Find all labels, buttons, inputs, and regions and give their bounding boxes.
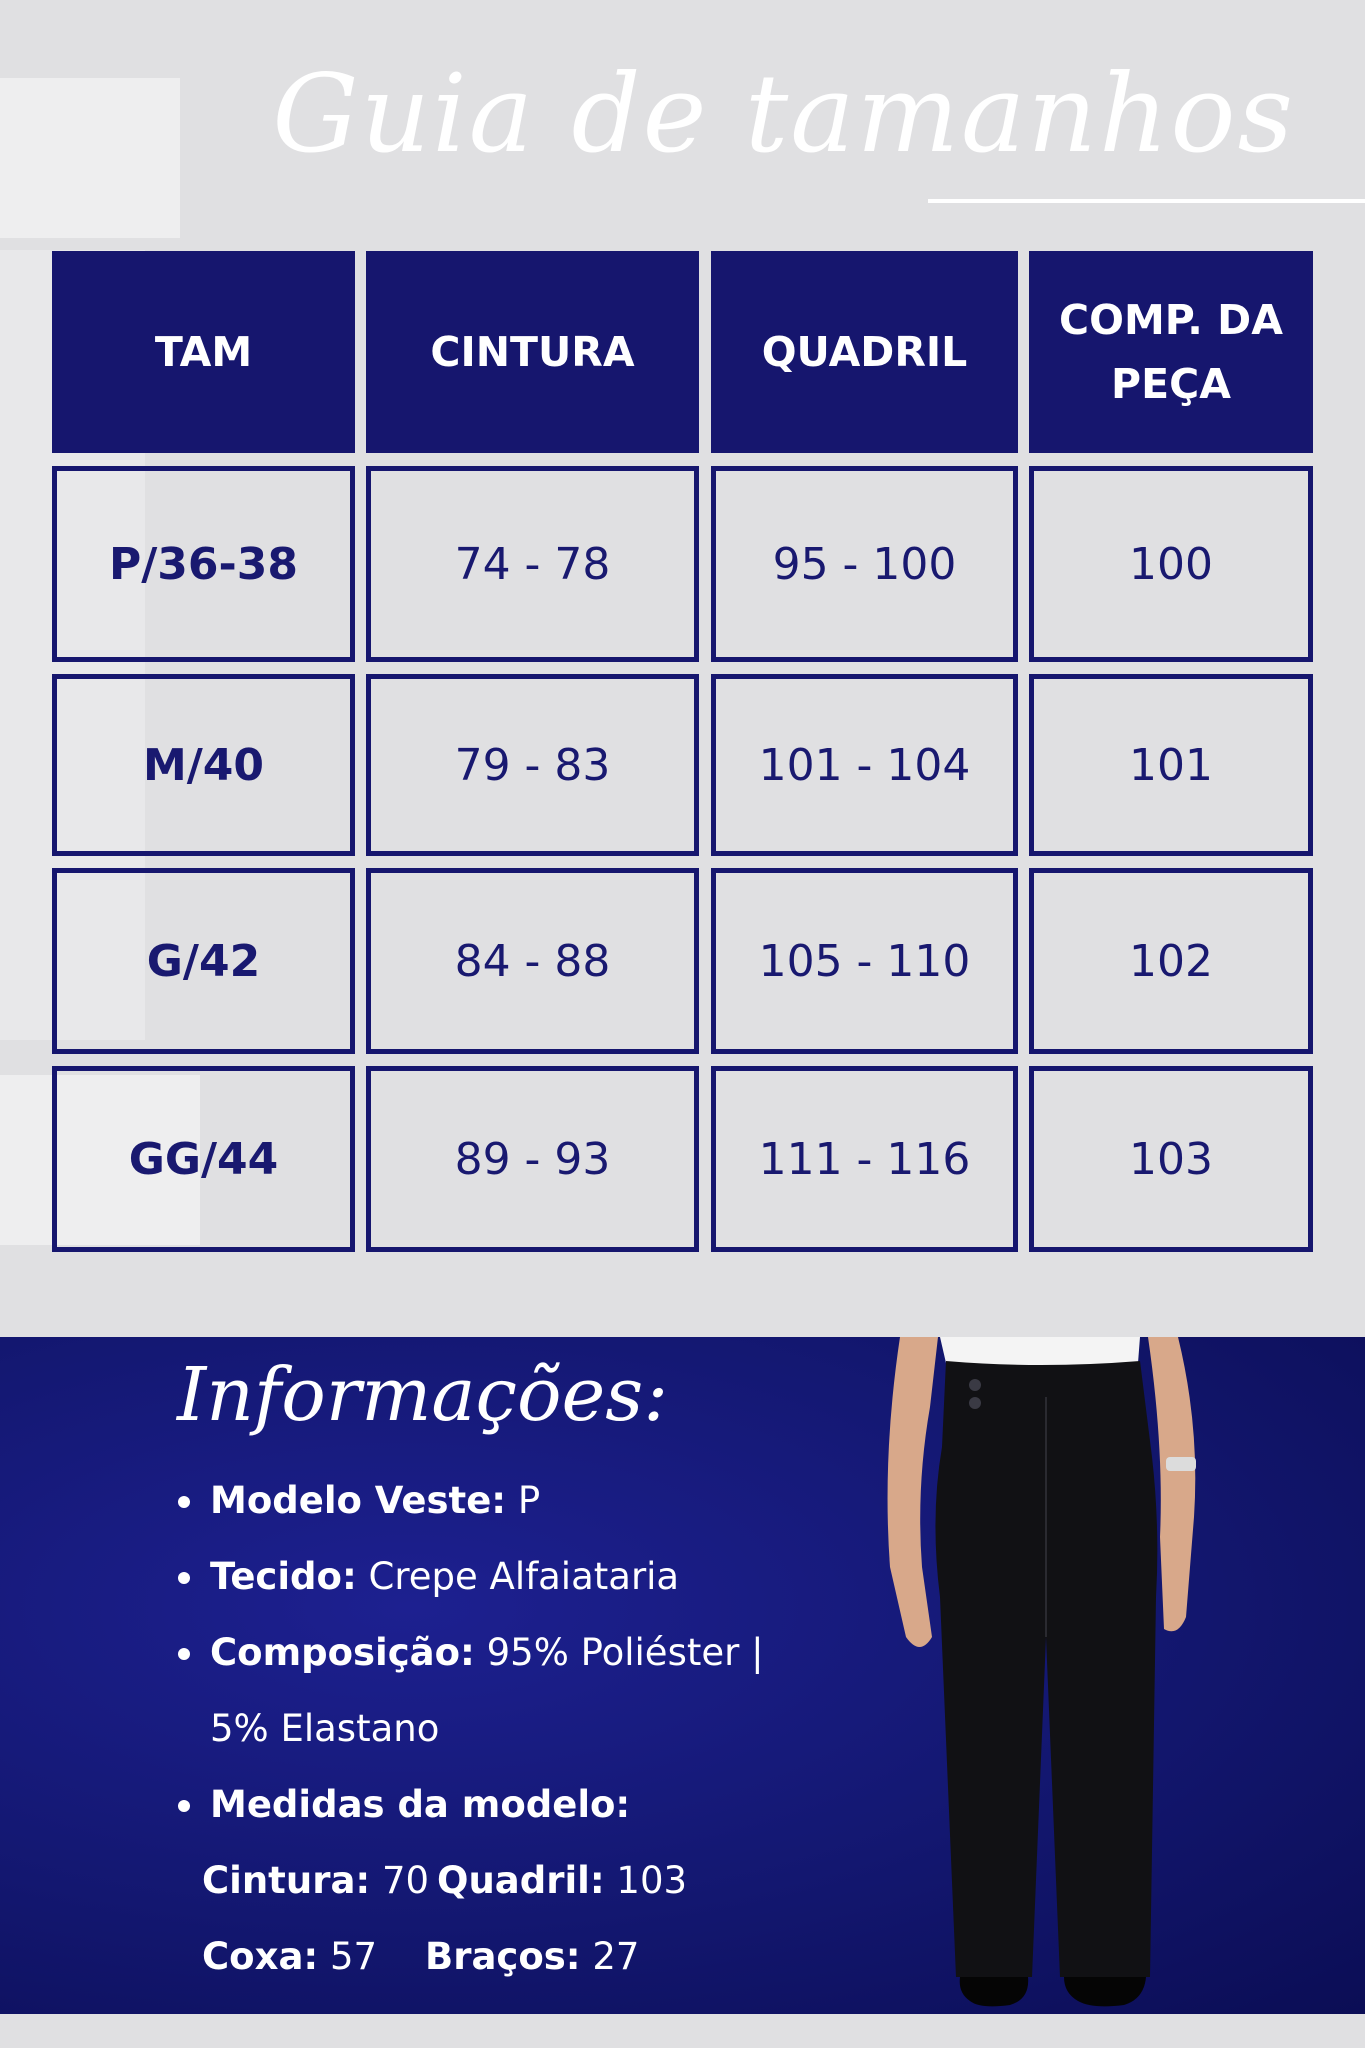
modelo-value: P (506, 1479, 541, 1522)
bracos-value: 27 (580, 1935, 640, 1978)
composicao-value: 95% Poliéster | (474, 1631, 764, 1674)
row-4-size: GG/44 (52, 1066, 355, 1252)
quadril-label: Quadril: (437, 1859, 605, 1902)
row-4-quadril: 111 - 116 (711, 1066, 1018, 1252)
bullet (178, 1800, 190, 1812)
row-4-comp: 103 (1029, 1066, 1313, 1252)
info-medidas-line (210, 1783, 630, 1826)
row-3-quadril: 105 - 110 (711, 868, 1018, 1054)
row-1-cintura: 74 - 78 (366, 466, 699, 662)
composicao-label: Composição: (210, 1631, 475, 1674)
quadril-value: 103 (604, 1859, 688, 1902)
row-2-size: M/40 (52, 674, 355, 856)
cintura-value: 70 (370, 1859, 430, 1902)
modelo-label: Modelo Veste: (210, 1479, 507, 1522)
info-composicao-line-2: 5% Elastano (210, 1707, 440, 1750)
header-comp-da-peca: COMP. DA PEÇA (1029, 251, 1313, 453)
row-1-comp: 100 (1029, 466, 1313, 662)
info-bracos-line (425, 1935, 639, 1978)
bullet (178, 1496, 190, 1508)
info-tecido-line (210, 1555, 679, 1598)
row-1-size: P/36-38 (52, 466, 355, 662)
bullet (178, 1648, 190, 1660)
row-3-size: G/42 (52, 868, 355, 1054)
info-composicao-line (210, 1631, 764, 1674)
page-title: Guia de tamanhos (272, 52, 1295, 177)
row-3-comp: 102 (1029, 868, 1313, 1054)
row-2-comp: 101 (1029, 674, 1313, 856)
row-2-quadril: 101 - 104 (711, 674, 1018, 856)
tecido-label: Tecido: (210, 1555, 357, 1598)
cintura-label: Cintura: (202, 1859, 371, 1902)
info-modelo-line (210, 1479, 540, 1522)
bullet (178, 1572, 190, 1584)
row-1-quadril: 95 - 100 (711, 466, 1018, 662)
header-quadril: QUADRIL (711, 251, 1018, 453)
info-cintura-quadril-line (202, 1859, 429, 1902)
background-shape (0, 78, 180, 238)
bottom-strip (0, 2014, 1365, 2048)
row-4-cintura: 89 - 93 (366, 1066, 699, 1252)
coxa-label: Coxa: (202, 1935, 319, 1978)
info-title: Informações: (177, 1352, 669, 1438)
row-2-cintura: 79 - 83 (366, 674, 699, 856)
header-cintura: CINTURA (366, 251, 699, 453)
header-tam: TAM (52, 251, 355, 453)
info-quadril-line (437, 1859, 687, 1902)
bracos-label: Braços: (425, 1935, 581, 1978)
coxa-value: 57 (318, 1935, 378, 1978)
row-3-cintura: 84 - 88 (366, 868, 699, 1054)
model-photo (860, 1337, 1220, 2014)
medidas-label: Medidas da modelo: (210, 1783, 631, 1826)
info-coxa-line (202, 1935, 377, 1978)
title-underline (928, 199, 1365, 203)
tecido-value: Crepe Alfaiataria (356, 1555, 680, 1598)
